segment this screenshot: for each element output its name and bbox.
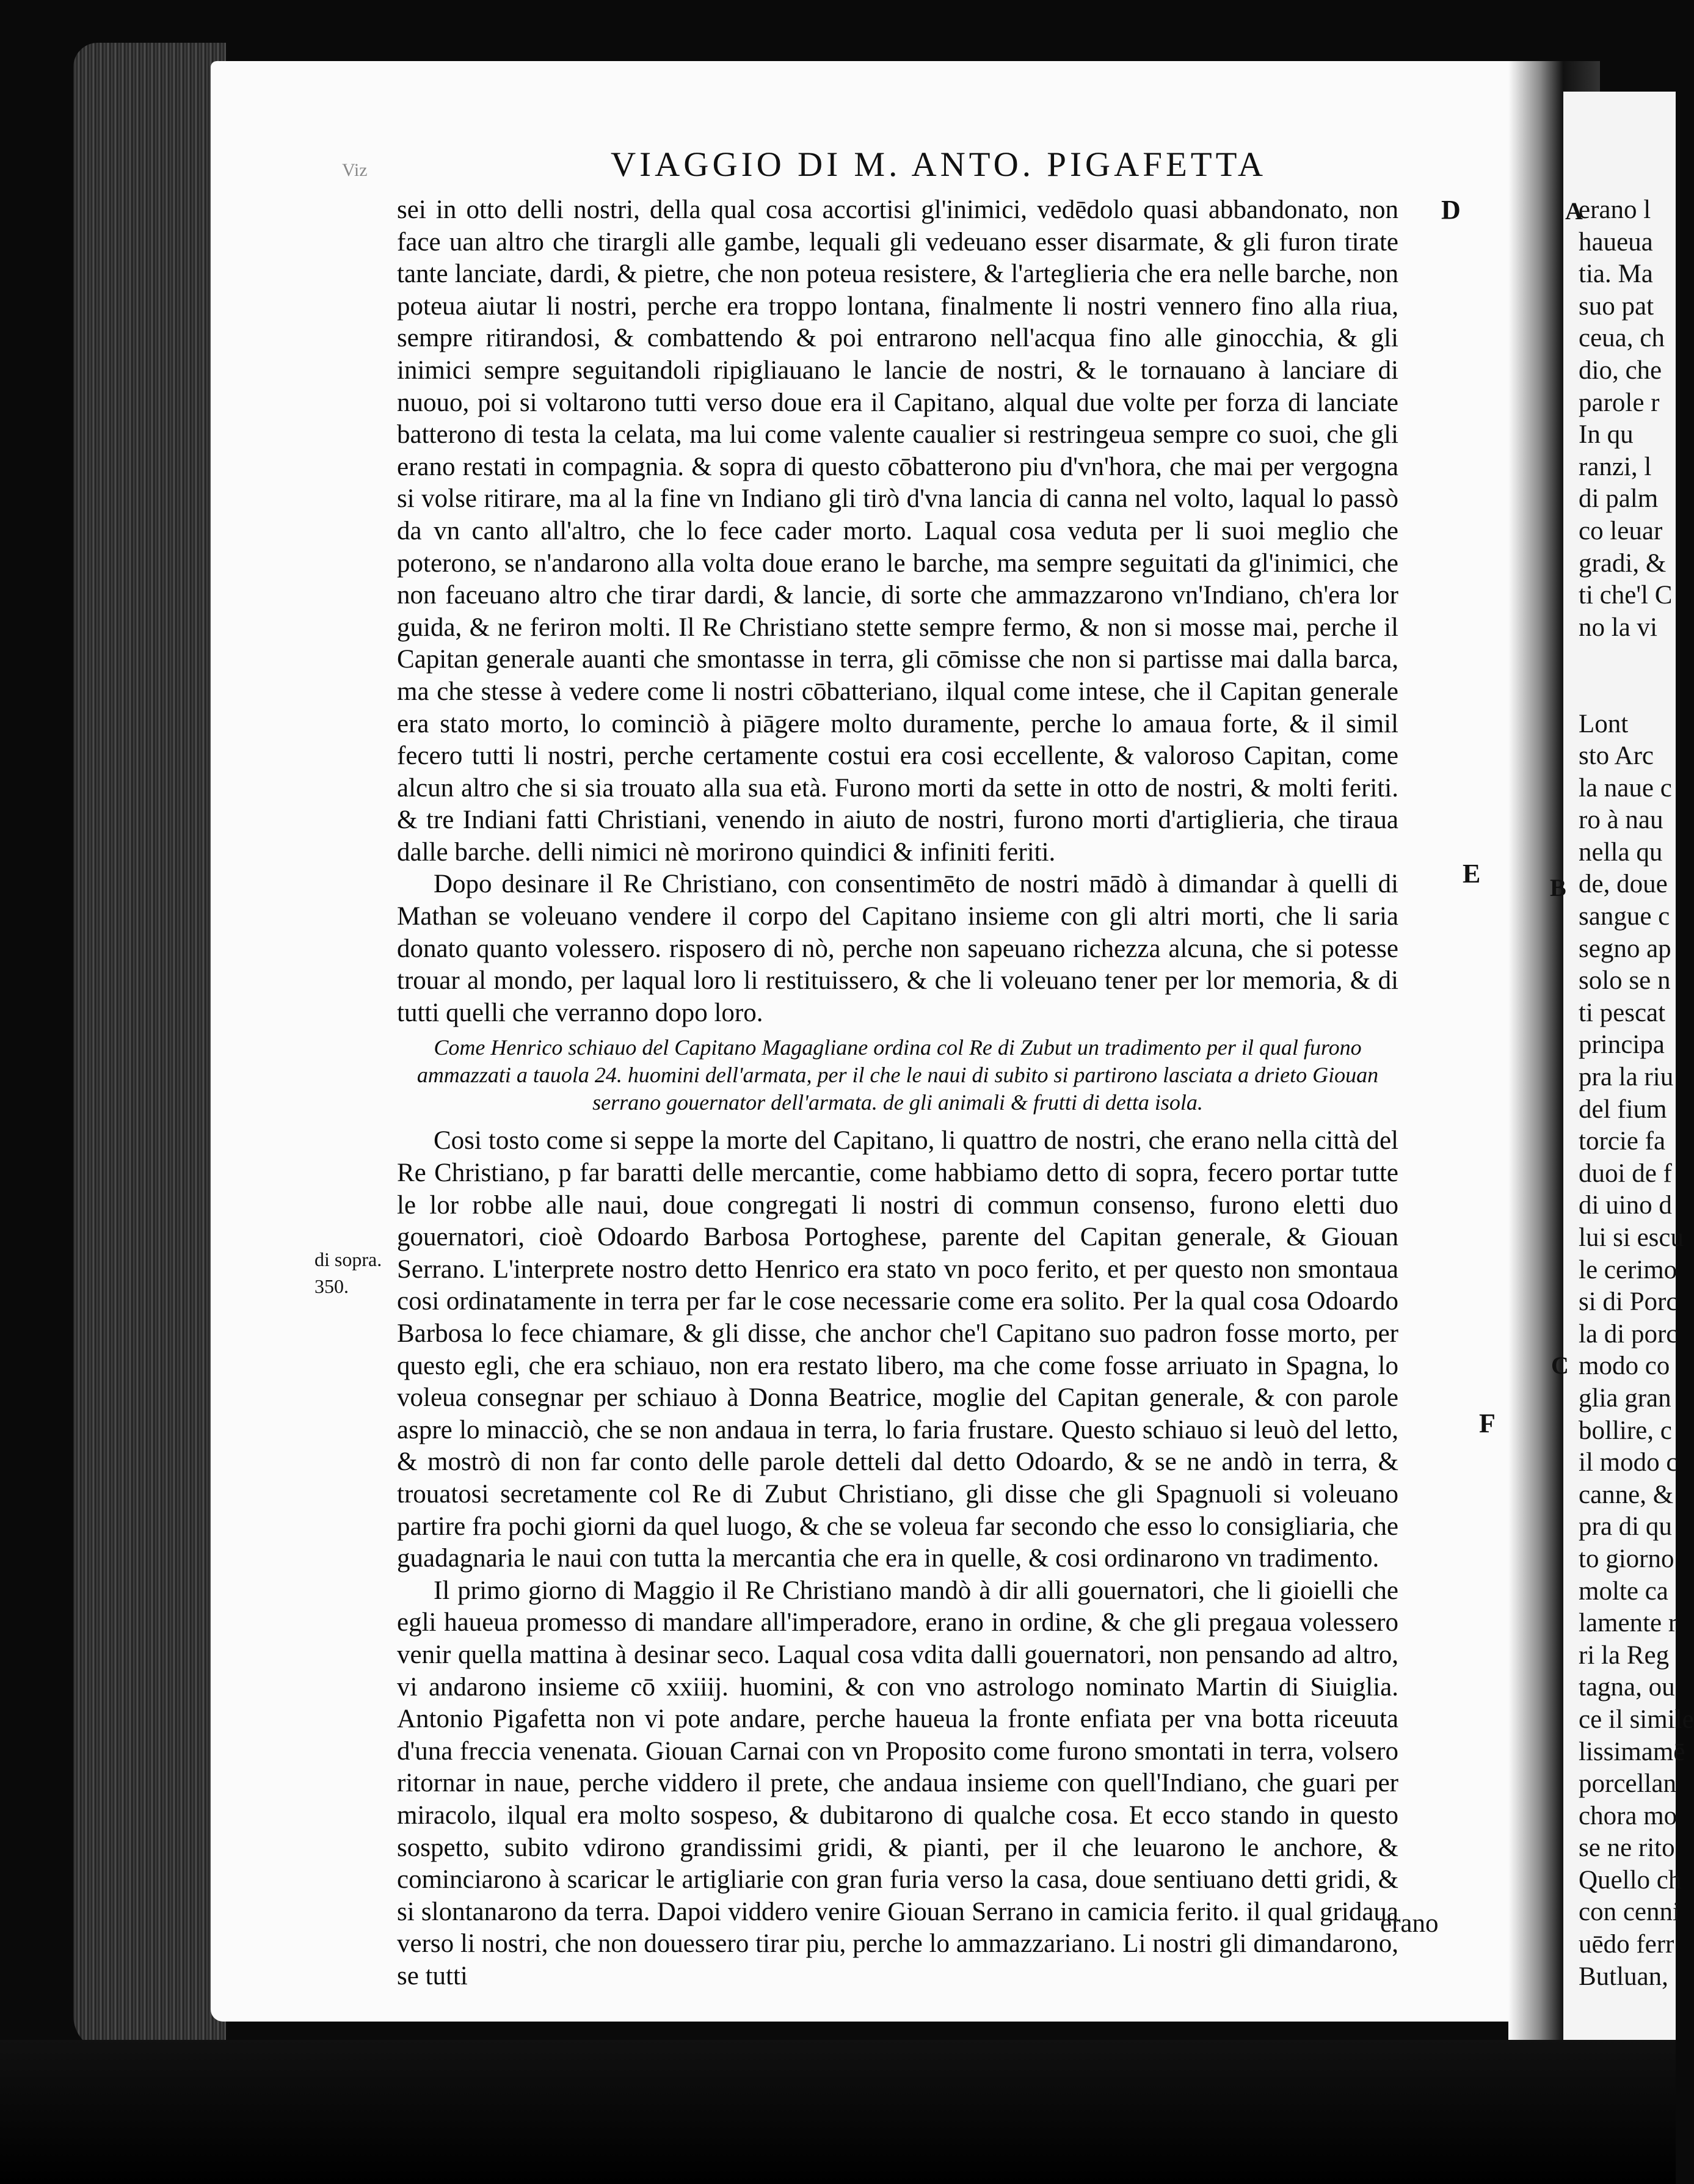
side-note [314, 1246, 382, 1300]
right-page-line: ri la Reg [1579, 1640, 1670, 1670]
right-margin-letter-a: A [1565, 197, 1583, 225]
right-page-line: tagna, ou [1579, 1673, 1675, 1702]
right-page-line: pra la riu [1579, 1063, 1674, 1092]
running-head: VIAGGIO DI M. ANTO. PIGAFETTA [611, 145, 1267, 184]
right-page-line: ti pescat [1579, 998, 1666, 1027]
right-page-line: Lont [1579, 709, 1629, 738]
right-page-line: lamente r [1579, 1609, 1678, 1638]
right-page-line: ti che'l C [1579, 581, 1673, 610]
right-page-line: In qu [1579, 420, 1634, 450]
right-page-line: sangue c [1579, 902, 1670, 931]
right-page-line: la di porc [1579, 1319, 1678, 1349]
right-page-line: torcie fa [1579, 1127, 1666, 1156]
right-page-line: glia gran [1579, 1383, 1671, 1413]
right-page-line: suo pat [1579, 291, 1654, 321]
right-page-line: dio, che [1579, 355, 1662, 385]
right-page-line: di uino d [1579, 1191, 1672, 1220]
right-page-line: haueua [1579, 227, 1653, 257]
paragraph: sei in otto delli nostri, della qual cosa accortisi gl'inimici, vedēdolo quasi abbandonato, non face uan altro che tirargli alle gambe, lequali gli vedeuano esser disarmate, & gli furon tirate tante lanciate, dardi, & pietre, che non poteua resistere, & l'arteglieria che era nelle barche, non poteua aiutar li nostri, perche era troppo lontana, finalmente li nostri vennero fino alla riua, sempre ritirandosi, & combattendo & poi entrarono nell'acqua fino alle ginocchia, & gli inimici sempre seguitandoli ripigliauano le lancie de nostri, & le tornauano à lanciare di nuouo, poi si voltarono tutti verso doue era il Capitano, alqual due volte per forza di lanciate batterono di testa la celata, ma lui come valente caualier si restringeua sempre co suoi, che gli erano restati in compagnia. & sopra di questo cōbatterono piu d'vn'hora, che mai per vergogna si volse ritirare, ma al la fine vn Indiano gli tirò d'vna lancia di canna nel volto, laqual lo passò da vn canto all'altro, che lo fece cader morto. Laqual cosa veduta per li suoi meglio che poterono, se n'andarono alla volta doue erano le barche, ma sempre seguitati da gl'inimici, che non faceuano altro che tirar dardi, & lancie, di sorte che ammazzarono vn'Indiano, ch'era lor guida, & ne feriron molti. Il Re Christiano stette sempre fermo, & non si mosse mai, perche il Capitan generale auanti che smontasse in terra, gli cōmisse che non si partisse mai dalla barca, ma che stesse à vedere come li nostri cōbatteriano, ilqual come intese, che il Capitan generale era stato morto, lo cominciò à piāgere molto duramente, perche lo amaua forte, & il simil fecero tutti li nostri, perche certamente costui era cosi eccellente, & valoroso Capitan, come alcun altro che si sia trouato alla sua età. Furono morti da sette in otto de nostri, & molti feriti. & tre Indiani fatti Christiani, venendo in aiuto de nostri, furono morti d'artiglieria, che tiraua dalle barche. delli nimici nè morirono quindici & infiniti feriti. [397, 195, 1398, 867]
right-page-line: to giorno [1579, 1544, 1674, 1573]
right-page-line: la naue c [1579, 773, 1672, 803]
right-page-line: se ne rito [1579, 1833, 1675, 1863]
chapter-heading: Come Henrico schiauo del Capitano Magagliane ordina col Re di Zubut un tradimento per il qual furono ammazzati a tauola 24. huomini dell'armata, per il che le naui di subito si partirono lasciata a drieto Giouan serrano gouernator dell'armata. de gli animali & frutti di detta isola. [416, 1035, 1379, 1115]
right-page-line: uēdo ferr [1579, 1930, 1674, 1959]
right-page-line: de, doue [1579, 870, 1668, 899]
right-page-line: di palm [1579, 484, 1659, 514]
paragraph: Il primo giorno di Maggio il Re Christiano mandò à dir alli gouernatori, che li gioielli che egli haueua promesso di mandare all'imperadore, erano in ordine, & che gli pregaua volessero venir quella mattina à desinar seco. Laqual cosa vdita dalli gouernatori, non pensando ad altro, vi andarono insieme cō xxiiij. huomini, & con vno astrologo nominato Martin di Siuiglia. Antonio Pigafetta non vi pote andare, perche haueua la fronte enfiata per vna botta riceuuta d'una freccia venenata. Giouan Carnai con vn Proposito come furono smontati in terra, volsero ritornar in naue, perche viddero il prete, che andaua insieme con quell'Indiano, che guari per miracolo, ilqual era molto sospeso, & dubitarono di qualche cosa. Et ecco stando in questo sospetto, subito vdirono grandissimi gridi, & pianti, per il che leuarono le anchore, & cominciarono à scaricar le artigliarie con gran furia verso la casa, doue sentiuano detti gridi, & si slontanarono da terra. Dapoi viddero venire Giouan Serrano in camicia ferito. il qual gridaua verso li nostri, che non douessero tirar piu, perche lo ammazzariano. Li nostri gli dimandarono, se tutti [397, 1576, 1398, 1990]
right-page-line: canne, & [1579, 1480, 1674, 1509]
margin-letter-d: D [1441, 195, 1461, 225]
right-page-line: ranzi, l [1579, 452, 1652, 481]
right-page-line: sto Arc [1579, 741, 1654, 771]
right-page-line: tia. Ma [1579, 260, 1653, 289]
right-page-line: lissimamē [1579, 1737, 1685, 1766]
right-page-line: erano l [1579, 195, 1651, 224]
side-note-line: di sopra. [314, 1248, 382, 1270]
right-page-line: del fium [1579, 1094, 1667, 1124]
right-page-line [1579, 676, 1682, 708]
right-page-line: porcellan [1579, 1769, 1676, 1799]
right-page-line: ceua, ch [1579, 324, 1665, 353]
right-page-line: modo co [1579, 1352, 1670, 1381]
right-page-line [1579, 644, 1682, 676]
right-page-line: il modo c [1579, 1448, 1678, 1477]
right-page-line: le cerimo [1579, 1255, 1678, 1284]
book-fore-edge [73, 43, 226, 2052]
bottom-shadow [0, 2040, 1676, 2184]
right-page-line: segno ap [1579, 934, 1671, 963]
catchword: erano [1380, 1909, 1439, 1938]
right-page-line: solo se n [1579, 966, 1671, 996]
right-page-line: Quello ch [1579, 1865, 1682, 1895]
right-page-line: gradi, & [1579, 548, 1667, 578]
page-mark: Viz [342, 160, 368, 180]
right-page-line: duoi de f [1579, 1159, 1672, 1188]
right-page-text [1579, 194, 1694, 1993]
margin-letter-e: E [1463, 859, 1481, 889]
main-text-block [397, 194, 1398, 1992]
right-page-line: ro à nau [1579, 806, 1663, 835]
right-page-line: principa [1579, 1030, 1665, 1060]
right-page-line: nella qu [1579, 837, 1663, 867]
side-note-line: 350. [314, 1275, 349, 1297]
right-margin-letter-c: C [1551, 1352, 1569, 1379]
right-page-line: no la vi [1579, 613, 1657, 642]
right-page-line: parole r [1579, 388, 1660, 417]
right-margin-letter-b: B [1550, 874, 1566, 901]
right-page-line: Butluan, [1579, 1962, 1668, 1991]
right-page-line: chora mo [1579, 1801, 1678, 1830]
right-page-line: si di Porc [1579, 1287, 1678, 1317]
right-page-line: bollire, c [1579, 1416, 1672, 1445]
right-page-line: molte ca [1579, 1576, 1668, 1606]
paragraph: Cosi tosto come si seppe la morte del Capitano, li quattro de nostri, che erano nella città del Re Christiano, p far baratti delle mercantie, come habbiamo detto di sopra, fecero portar tutte le lor robbe alle naui, doue congregati li nostri di commun consenso, furono eletti duo gouernatori, cioè Odoardo Barbosa Portoghese, parente del Capitan generale, & Giouan Serrano. L'interprete nostro detto Henrico era stato vn poco ferito, et per questo non smontaua cosi ordinatamente in terra per far le cose necessarie come era solito. Per la qual cosa Odoardo Barbosa lo fece chiamare, & gli disse, che anchor che'l Capitano suo padron fosse morto, per questo egli, che era schiauo, non era restato libero, ma che come fosse arriuato in Spagna, lo voleua consegnar per schiauo à Donna Beatrice, moglie del Capitan generale, & con parole aspre lo minacciò, che se non andaua in terra, lo faria frustare. Questo schiauo si leuò del letto, & mostrò di non far conto delle parole detteli dal detto Odoardo, & se ne andò in terra, & trouatosi secretamente col Re di Zubut Christiano, gli disse che gli Spagnuoli si voleuano partire fra pochi giorni da quel luogo, & che se voleua far secondo che esso lo consigliaria, che guadagnaria le naui con tutta la mercantia che era in quelle, & cosi ordinarono vn tradimento. [397, 1126, 1398, 1573]
paragraph: Dopo desinare il Re Christiano, con consentimēto de nostri mādò à dimandar à quelli di Mathan se voleuano vendere il corpo del Capitano insieme con gli altri morti, che li saria donato quanto volessero. risposero di nò, perche non sapeuano richezza alcuna, che si potesse trouar al mondo, per laqual loro li restituissero, & che li voleuano tener per lor memoria, & di tutti quelli che verranno dopo loro. [397, 870, 1398, 1027]
right-page-line: co leuar [1579, 516, 1663, 545]
right-page-line: ce il simile [1579, 1705, 1694, 1734]
right-page-line: con cenni [1579, 1898, 1680, 1927]
right-page-line: lui si escu [1579, 1223, 1684, 1252]
right-page-line: pra di qu [1579, 1512, 1672, 1542]
margin-letter-f: F [1479, 1408, 1496, 1438]
